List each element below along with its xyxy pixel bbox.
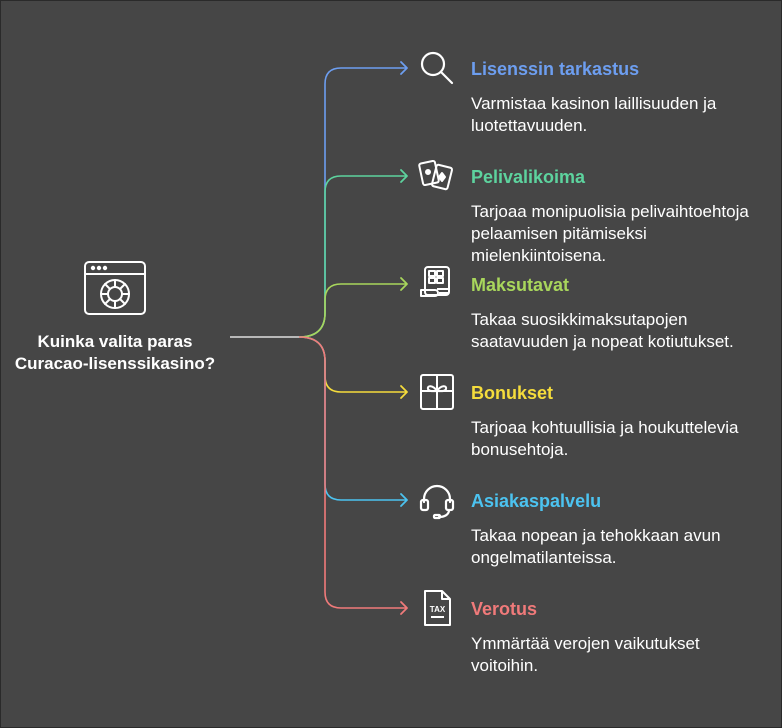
branch-title-payments: Maksutavat [471,275,570,295]
center-question: Kuinka valita paras Curacao-lisenssikasino? [14,332,216,373]
branch-desc-games: Tarjoaa monipuolisia pelivaihtoehtoja pelaamisen pitämiseksi mielenkiintoisena. [471,202,749,265]
tax-document-icon [417,588,457,628]
magnifier-icon [417,48,457,88]
branch-desc-support: Takaa nopean ja tehokkaan avun ongelmatilanteissa. [471,526,721,567]
tax-label: TAX [429,605,446,614]
branch-desc-tax: Ymmärtää verojen vaikutukset voitoihin. [471,634,700,675]
connector-tax [299,337,407,608]
branch-desc-bonuses: Tarjoaa kohtuullisia ja houkuttelevia bonusehtoja. [471,418,739,459]
connector-license [299,68,407,337]
branch-desc-license: Varmistaa kasinon laillisuuden ja luotettavuuden. [471,94,717,135]
branch-desc-payments: Takaa suosikkimaksutapojen saatavuuden ja nopeat kotiutukset. [471,310,734,351]
connector-support [299,337,407,500]
connector-bonuses [299,337,407,392]
connector-games [299,176,407,337]
connector-payments [299,284,407,337]
branch-title-tax: Verotus [471,599,538,619]
casino-window-icon [80,258,150,318]
branch-title-support: Asiakaspalvelu [471,491,602,511]
playing-cards-icon [417,156,457,196]
headset-icon [417,480,457,520]
branch-title-license: Lisenssin tarkastus [471,59,640,79]
payment-terminal-icon [417,264,457,304]
branch-title-games: Pelivalikoima [471,167,586,187]
gift-box-icon [417,372,457,412]
branch-title-bonuses: Bonukset [471,383,554,403]
